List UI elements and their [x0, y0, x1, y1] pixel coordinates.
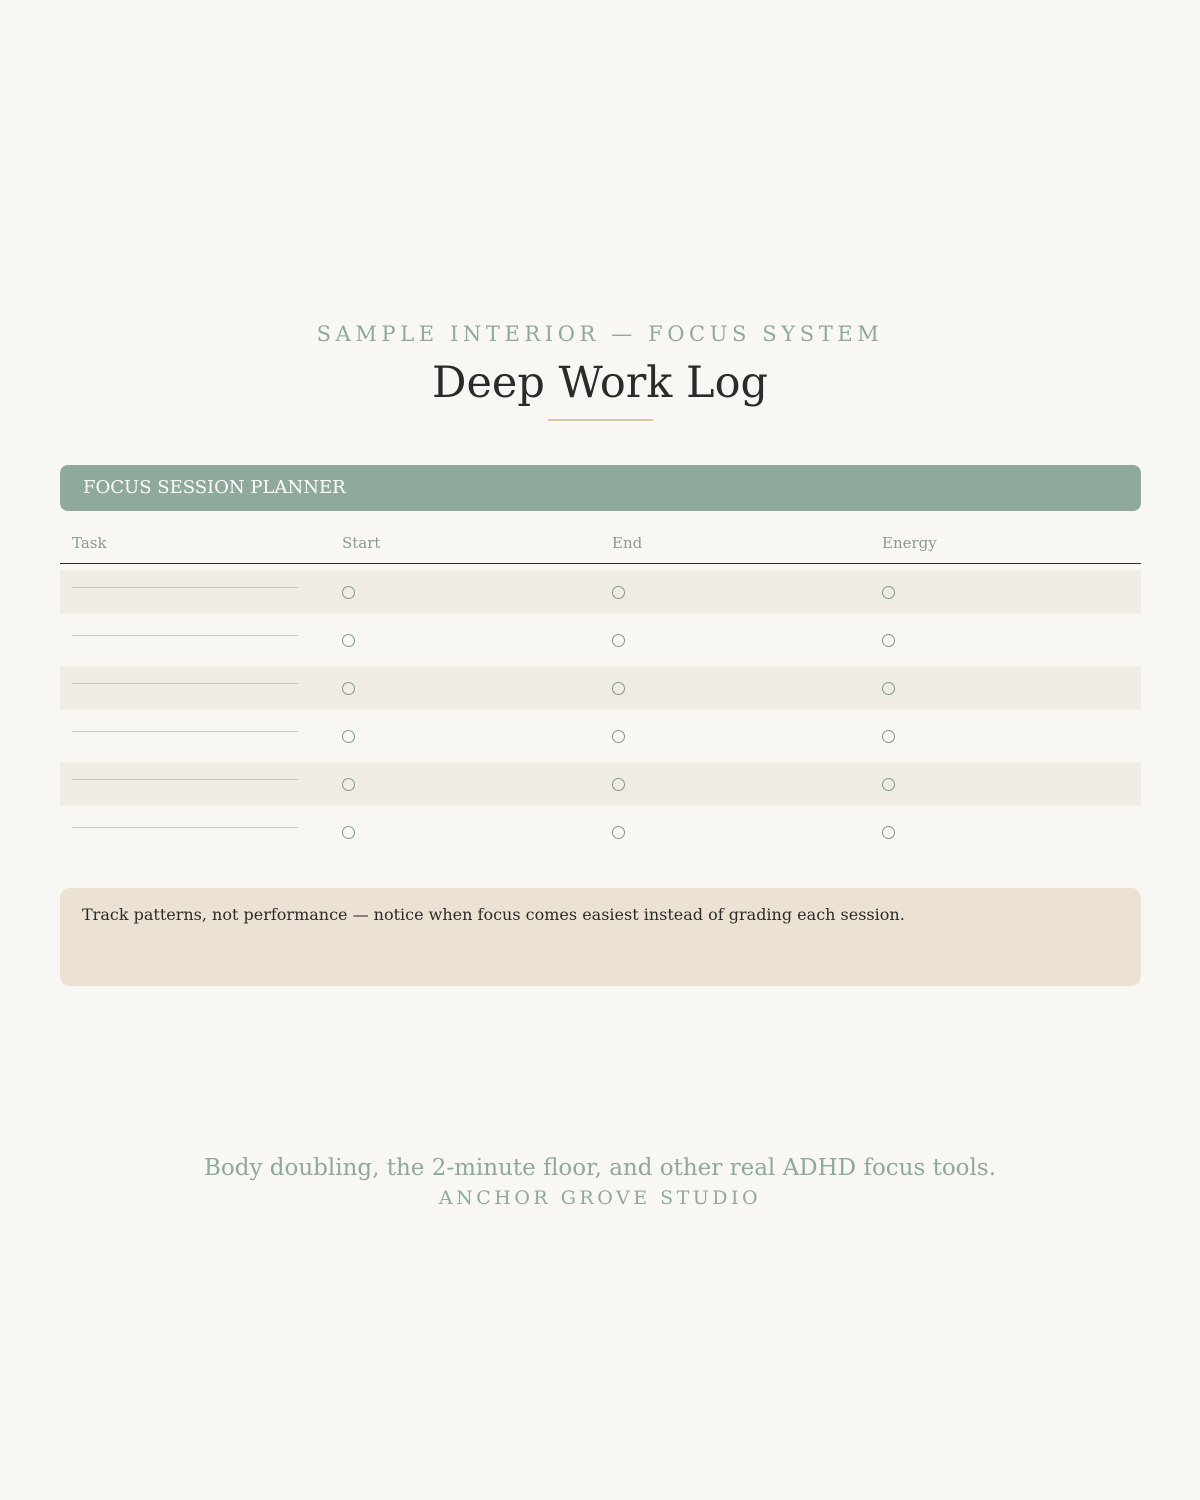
start-radio[interactable] [342, 586, 355, 599]
table-row [60, 570, 1141, 614]
energy-radio[interactable] [882, 586, 895, 599]
task-write-line[interactable] [72, 731, 298, 732]
start-radio[interactable] [342, 730, 355, 743]
page-title: Deep Work Log [432, 358, 768, 408]
energy-radio[interactable] [882, 826, 895, 839]
planner-section-header: FOCUS SESSION PLANNER [60, 465, 1141, 511]
focus-session-table [60, 530, 1141, 564]
table-row [60, 762, 1141, 806]
tip-note [60, 888, 1141, 986]
end-radio[interactable] [612, 682, 625, 695]
column-header-start: Start [342, 534, 381, 552]
energy-radio[interactable] [882, 730, 895, 743]
table-row [60, 810, 1141, 854]
end-radio[interactable] [612, 634, 625, 647]
end-radio[interactable] [612, 826, 625, 839]
tip-note-text: Track patterns, not performance — notice when focus comes easiest instead of grading each session. [82, 905, 905, 924]
start-radio[interactable] [342, 634, 355, 647]
start-radio[interactable] [342, 682, 355, 695]
column-header-task: Task [72, 534, 107, 552]
footer-tagline: Body doubling, the 2-minute floor, and other real ADHD focus tools. [203, 1155, 997, 1181]
table-row [60, 666, 1141, 710]
task-write-line[interactable] [72, 683, 298, 684]
page-eyebrow: SAMPLE INTERIOR — FOCUS SYSTEM [316, 322, 884, 346]
end-radio[interactable] [612, 778, 625, 791]
title-underline [548, 419, 653, 421]
table-row [60, 714, 1141, 758]
end-radio[interactable] [612, 730, 625, 743]
column-header-energy: Energy [882, 534, 937, 552]
task-write-line[interactable] [72, 779, 298, 780]
start-radio[interactable] [342, 778, 355, 791]
energy-radio[interactable] [882, 634, 895, 647]
end-radio[interactable] [612, 586, 625, 599]
table-row [60, 618, 1141, 662]
task-write-line[interactable] [72, 827, 298, 828]
table-header [60, 530, 1141, 564]
energy-radio[interactable] [882, 682, 895, 695]
energy-radio[interactable] [882, 778, 895, 791]
footer-brand: ANCHOR GROVE STUDIO [438, 1187, 762, 1209]
column-header-end: End [612, 534, 643, 552]
start-radio[interactable] [342, 826, 355, 839]
task-write-line[interactable] [72, 635, 298, 636]
task-write-line[interactable] [72, 587, 298, 588]
